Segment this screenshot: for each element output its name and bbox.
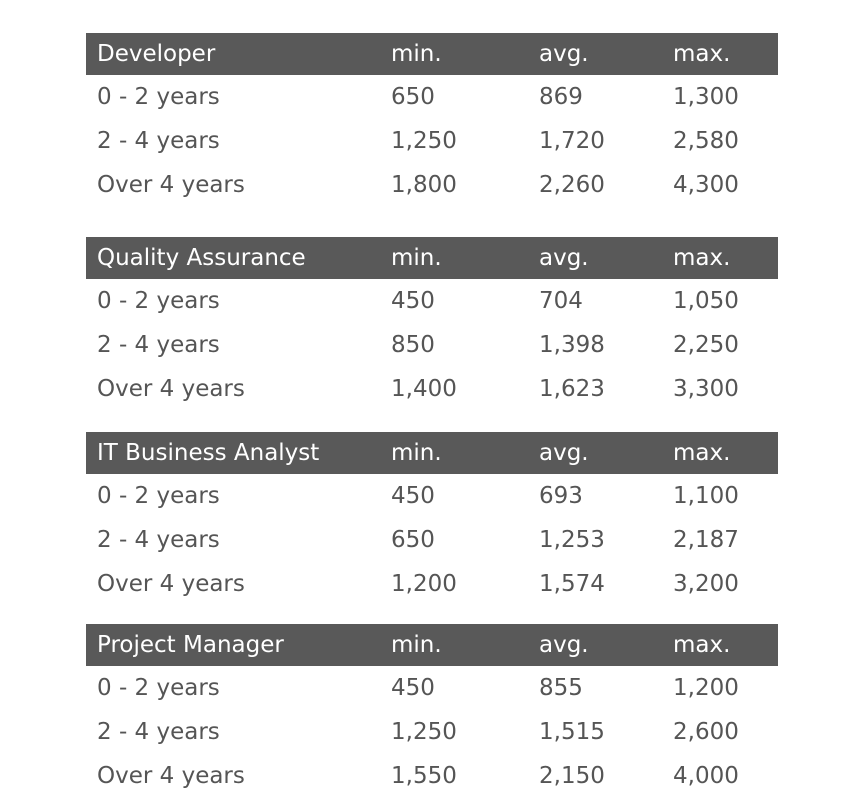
experience-label: 0 - 2 years <box>97 288 220 314</box>
max-value: 1,050 <box>673 288 739 314</box>
min-value: 450 <box>391 675 435 701</box>
column-header-max: max. <box>673 632 731 658</box>
min-value: 450 <box>391 288 435 314</box>
experience-label: 0 - 2 years <box>97 84 220 110</box>
experience-label: Over 4 years <box>97 376 245 402</box>
role-title: Project Manager <box>97 632 284 658</box>
avg-value: 1,720 <box>539 128 605 154</box>
column-header-avg: avg. <box>539 41 589 67</box>
avg-value: 869 <box>539 84 583 110</box>
avg-value: 1,253 <box>539 527 605 553</box>
table-row <box>86 323 778 367</box>
max-value: 4,000 <box>673 763 739 789</box>
experience-label: 0 - 2 years <box>97 675 220 701</box>
table-row <box>86 562 778 606</box>
avg-value: 855 <box>539 675 583 701</box>
max-value: 2,187 <box>673 527 739 553</box>
min-value: 1,550 <box>391 763 457 789</box>
experience-label: 2 - 4 years <box>97 527 220 553</box>
column-header-min: min. <box>391 632 442 658</box>
table-header <box>86 33 778 75</box>
max-value: 2,250 <box>673 332 739 358</box>
role-title: Developer <box>97 41 216 67</box>
max-value: 2,600 <box>673 719 739 745</box>
avg-value: 2,150 <box>539 763 605 789</box>
experience-label: 2 - 4 years <box>97 719 220 745</box>
table-header <box>86 432 778 474</box>
table-row <box>86 163 778 207</box>
avg-value: 1,623 <box>539 376 605 402</box>
min-value: 1,250 <box>391 128 457 154</box>
experience-label: 2 - 4 years <box>97 128 220 154</box>
column-header-min: min. <box>391 440 442 466</box>
salary-table-developer <box>86 33 778 207</box>
experience-label: 2 - 4 years <box>97 332 220 358</box>
max-value: 3,200 <box>673 571 739 597</box>
avg-value: 1,574 <box>539 571 605 597</box>
salary-table-project-manager <box>86 624 778 798</box>
min-value: 1,200 <box>391 571 457 597</box>
table-row <box>86 518 778 562</box>
min-value: 1,800 <box>391 172 457 198</box>
table-row <box>86 119 778 163</box>
salary-table-it-business-analyst <box>86 432 778 606</box>
avg-value: 1,515 <box>539 719 605 745</box>
min-value: 650 <box>391 527 435 553</box>
column-header-avg: avg. <box>539 245 589 271</box>
min-value: 650 <box>391 84 435 110</box>
table-row <box>86 754 778 798</box>
min-value: 1,250 <box>391 719 457 745</box>
avg-value: 1,398 <box>539 332 605 358</box>
max-value: 2,580 <box>673 128 739 154</box>
max-value: 3,300 <box>673 376 739 402</box>
table-row <box>86 367 778 411</box>
max-value: 1,300 <box>673 84 739 110</box>
experience-label: 0 - 2 years <box>97 483 220 509</box>
column-header-min: min. <box>391 41 442 67</box>
column-header-avg: avg. <box>539 632 589 658</box>
column-header-min: min. <box>391 245 442 271</box>
salary-table-quality-assurance <box>86 237 778 411</box>
table-header <box>86 624 778 666</box>
max-value: 4,300 <box>673 172 739 198</box>
experience-label: Over 4 years <box>97 763 245 789</box>
role-title: Quality Assurance <box>97 245 306 271</box>
table-row <box>86 279 778 323</box>
max-value: 1,100 <box>673 483 739 509</box>
table-header <box>86 237 778 279</box>
min-value: 1,400 <box>391 376 457 402</box>
table-row <box>86 666 778 710</box>
min-value: 450 <box>391 483 435 509</box>
table-row <box>86 474 778 518</box>
min-value: 850 <box>391 332 435 358</box>
experience-label: Over 4 years <box>97 571 245 597</box>
column-header-max: max. <box>673 245 731 271</box>
role-title: IT Business Analyst <box>97 440 320 466</box>
avg-value: 693 <box>539 483 583 509</box>
experience-label: Over 4 years <box>97 172 245 198</box>
column-header-avg: avg. <box>539 440 589 466</box>
table-row <box>86 75 778 119</box>
table-row <box>86 710 778 754</box>
avg-value: 2,260 <box>539 172 605 198</box>
avg-value: 704 <box>539 288 583 314</box>
column-header-max: max. <box>673 41 731 67</box>
max-value: 1,200 <box>673 675 739 701</box>
column-header-max: max. <box>673 440 731 466</box>
